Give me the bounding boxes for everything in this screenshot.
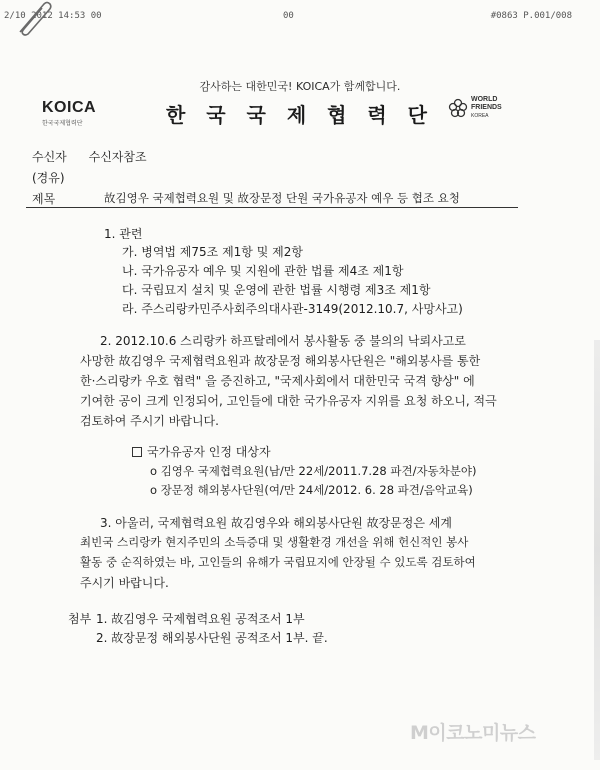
attachment-label: 첨부 [68, 612, 92, 626]
recipient-row [32, 148, 147, 165]
recipient-value: 수신자참조 [88, 150, 147, 164]
world-friends-logo [448, 96, 502, 120]
section2-line: 사망한 故김영우 국제협력요원과 故장문정 해외봉사단원은 "해외봉사를 통한 [80, 354, 481, 368]
paperclip-icon [14, 0, 54, 36]
section2-line: 2. 2012.10.6 스리랑카 하프탈레에서 봉사활동 중 불의의 낙뢰사고로 [100, 334, 466, 348]
target-item: o 김영우 국제협력요원(남/만 22세/2011.7.28 파견/자동차분야) [150, 464, 477, 478]
koica-logo-name: KOICA [42, 99, 97, 116]
logo-right-line1: WORLD [471, 96, 498, 103]
target-item: o 장문정 해외봉사단원(여/만 24세/2012. 6. 28 파견/음악교육) [150, 483, 473, 497]
scan-edge-shadow [594, 340, 600, 760]
recipient-label: 수신자 [32, 150, 67, 164]
koica-logo-sub: 한국국제협력단 [42, 120, 83, 127]
subject-row [32, 190, 460, 207]
section1-heading: 1. 관련 [104, 227, 143, 241]
fax-mid-code: 00 [283, 11, 294, 21]
subject-label: 제목 [32, 192, 56, 206]
flower-icon [448, 98, 468, 118]
logo-right-line3: KOREA [471, 113, 489, 119]
attachment-item: 2. 故장문정 해외봉사단원 공적조서 1부. 끝. [96, 631, 328, 645]
via-label: (경유) [32, 171, 65, 185]
attachment-item: 1. 故김영우 국제협력요원 공적조서 1부 [96, 612, 305, 626]
slogan: 감사하는 대한민국! KOICA가 함께합니다. [199, 80, 401, 93]
section2-line: 검토하여 주시기 바랍니다. [80, 414, 219, 428]
fax-timestamp: 2/10 2012 14:53 00 [4, 11, 102, 21]
target-box-title [132, 443, 271, 460]
section1-item: 라. 주스리랑카민주사회주의대사관-3149(2012.10.7, 사망사고) [122, 302, 463, 316]
section3-line: 3. 아울러, 국제협력요원 故김영우와 해외봉사단원 故장문정은 세계 [100, 516, 452, 530]
section1-item: 가. 병역법 제75조 제1항 및 제2항 [122, 245, 303, 259]
fax-header [0, 9, 600, 25]
fax-page-number: #0863 P.001/008 [490, 11, 572, 21]
section3-line: 주시기 바랍니다. [80, 576, 169, 590]
section2-line: 기여한 공이 크게 인정되어, 고인들에 대한 국가유공자 지위를 요청 하오니, 적극 [80, 394, 497, 408]
section1-item: 다. 국립묘지 설치 및 운영에 관한 법률 시행령 제3조 제1항 [122, 283, 431, 297]
section2-line: 한·스리랑카 우호 협력" 을 증진하고, "국제사회에서 대한민국 국격 향상" 에 [80, 374, 475, 388]
subject-underline [26, 207, 518, 208]
watermark-logo: M이코노미뉴스 [410, 722, 536, 744]
subject-value: 故김영우 국제협력요원 및 故장문정 단원 국가유공자 예우 등 협조 요청 [104, 191, 460, 205]
section3-line: 최빈국 스리랑카 현지주민의 소득증대 및 생활환경 개선을 위해 헌신적인 봉사 [80, 535, 469, 549]
section1-item: 나. 국가유공자 예우 및 지원에 관한 법률 제4조 제1항 [122, 264, 404, 278]
checkbox-icon [132, 447, 142, 457]
target-box-title-text: 국가유공자 인정 대상자 [147, 445, 271, 459]
org-title: 한 국 국 제 협 력 단 [165, 103, 435, 127]
section3-line: 활동 중 순직하였는 바, 고인들의 유해가 국립묘지에 안장될 수 있도록 검토하여 [80, 555, 476, 569]
logo-right-line2: FRIENDS [471, 104, 502, 111]
